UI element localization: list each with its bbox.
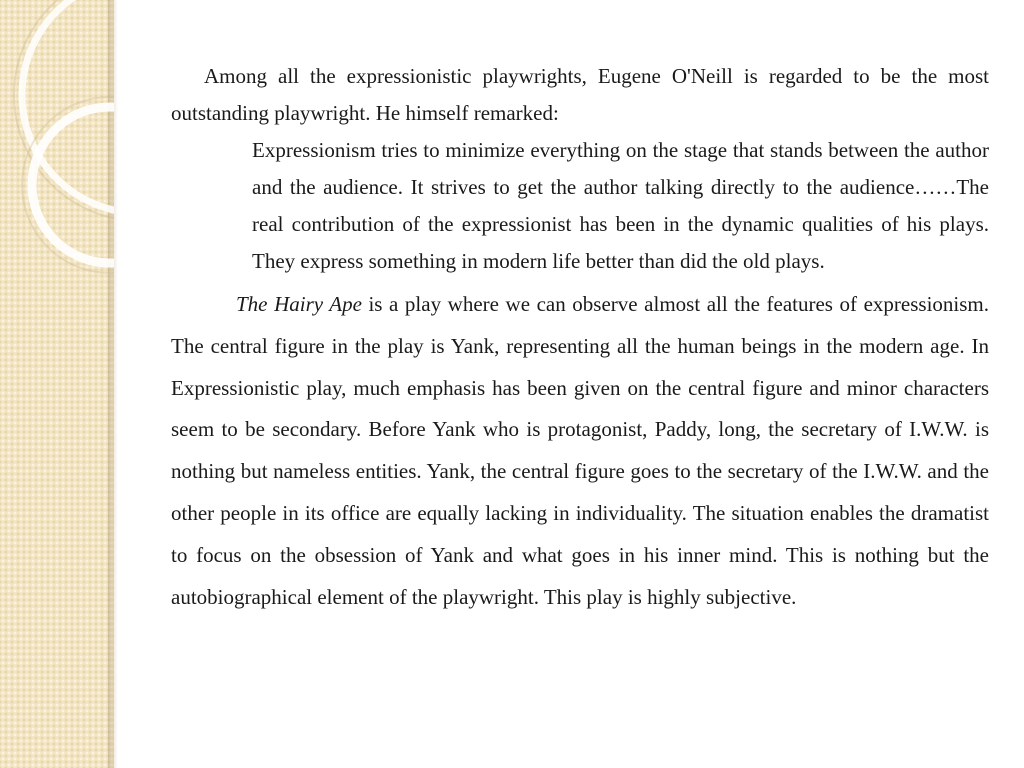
decorative-swirl-graphic [0, 0, 114, 768]
analysis-paragraph [171, 284, 989, 618]
play-title: The Hairy Ape [236, 292, 362, 316]
slide-body [171, 58, 989, 618]
block-quote: Expressionism tries to minimize everything on the stage that stands between the author and the audience. It strives to get the author talking directly to the audience……The real contribution of the expressionist has been in the dynamic qualities of his plays. They express something in modern life better than did the old plays. [252, 138, 989, 273]
analysis-text: is a play where we can observe almost all the features of expressionism. The central figure in the play is Yank, representing all the human beings in the modern age. In Expressionistic play, much emphasis has been given on the central figure and minor characters seem to be secondary. Before Yank who is protagonist, Paddy, long, the secretary of I.W.W. is nothing but nameless entities. Yank, the central figure goes to the secretary of the I.W.W. and the other people in its office are equally lacking in individuality. The situation enables the dramatist to focus on the obsession of Yank and what goes in his inner mind. This is nothing but the autobiographical element of the playwright. This play is highly subjective. [171, 292, 990, 609]
intro-paragraph: Among all the expressionistic playwrights, Eugene O'Neill is regarded to be the most outstanding playwright. He himself remarked: [171, 64, 989, 125]
